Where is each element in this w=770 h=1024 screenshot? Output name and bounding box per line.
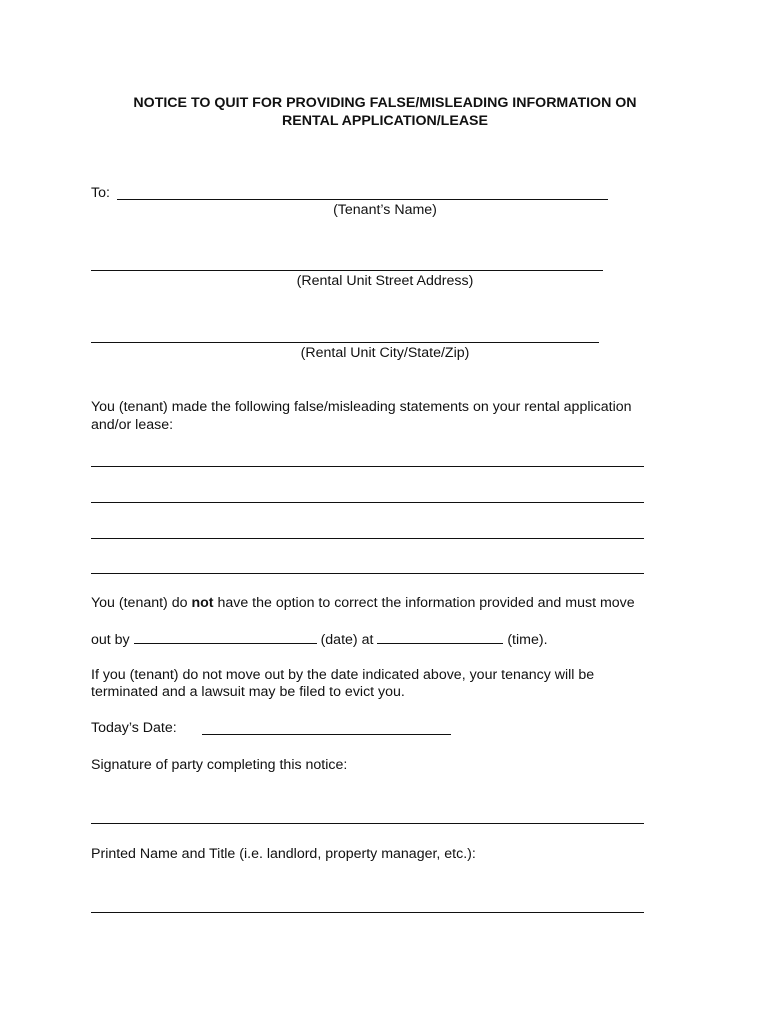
statement-line-3[interactable]	[91, 538, 644, 539]
tenant-name-field[interactable]	[117, 199, 608, 200]
statement-line-2[interactable]	[91, 502, 644, 503]
statement-line-4[interactable]	[91, 573, 644, 574]
date-at-label: (date) at	[320, 632, 374, 648]
tenant-name-caption: (Tenant’s Name)	[333, 202, 437, 218]
time-label: (time).	[507, 632, 548, 648]
notice-title-line1: NOTICE TO QUIT FOR PROVIDING FALSE/MISLEADING INFORMATION ON	[133, 95, 637, 111]
termination-line1: If you (tenant) do not move out by the date indicated above, your tenancy will be	[91, 667, 595, 683]
move-out-date-field[interactable]	[134, 630, 317, 644]
signature-label: Signature of party completing this notice:	[91, 757, 348, 773]
street-address-caption: (Rental Unit Street Address)	[296, 273, 474, 289]
signature-field[interactable]	[91, 823, 644, 824]
city-state-zip-caption: (Rental Unit City/State/Zip)	[300, 345, 470, 361]
street-address-field[interactable]	[91, 270, 603, 271]
move-out-part2: have the option to correct the information provided and must move	[213, 595, 635, 611]
move-out-time-field[interactable]	[377, 630, 503, 644]
statements-intro-line1: You (tenant) made the following false/misleading statements on your rental application	[91, 399, 632, 415]
statements-intro-line2: and/or lease:	[91, 417, 174, 433]
city-state-zip-field[interactable]	[91, 342, 599, 343]
statement-line-1[interactable]	[91, 466, 644, 467]
printed-name-label: Printed Name and Title (i.e. landlord, property manager, etc.):	[91, 846, 476, 862]
termination-line2: terminated and a lawsuit may be filed to evict you.	[91, 684, 405, 700]
move-out-part1: You (tenant) do	[91, 595, 192, 611]
todays-date-field[interactable]	[202, 734, 451, 735]
todays-date-label: Today’s Date:	[91, 720, 177, 736]
notice-title-line2: RENTAL APPLICATION/LEASE	[282, 113, 488, 129]
out-by-label: out by	[91, 632, 130, 648]
move-out-date-time-row	[91, 630, 548, 649]
to-label: To:	[91, 185, 110, 201]
move-out-statement	[91, 594, 635, 612]
printed-name-field[interactable]	[91, 912, 644, 913]
move-out-not: not	[191, 595, 214, 611]
